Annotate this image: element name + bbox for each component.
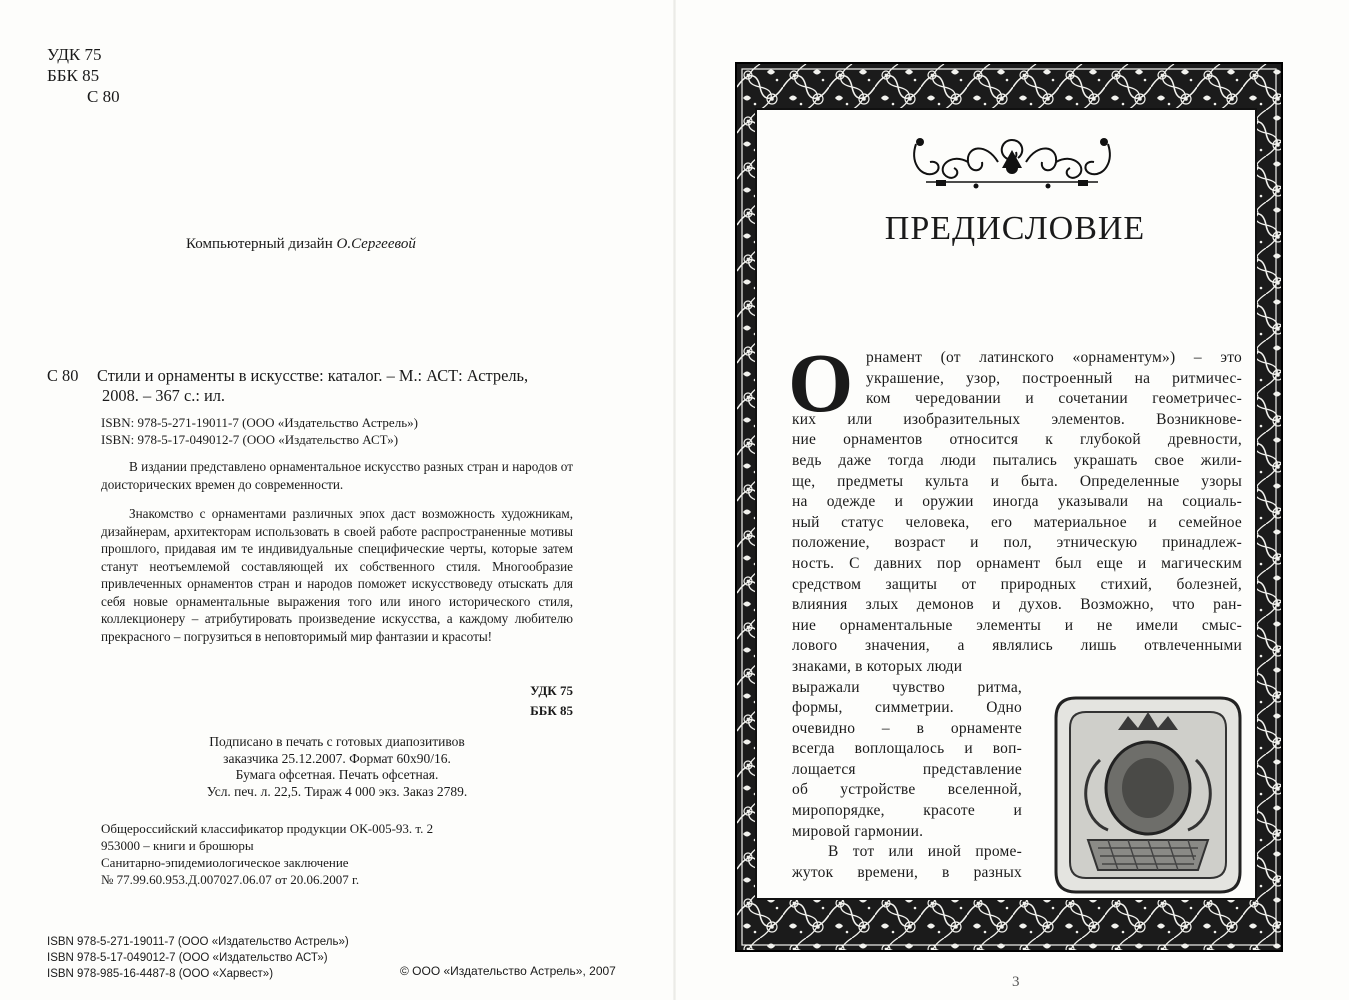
imprint-line: Усл. печ. л. 22,5. Тираж 4 000 экз. Заказ 2789. <box>206 783 468 799</box>
preface-line: всегда воплощалось и воп- <box>792 740 1022 758</box>
imprint-block <box>101 734 573 800</box>
classifier-block <box>101 820 433 888</box>
author-mark: С 80 <box>87 87 120 106</box>
preface-line: ких или изобразительных элементов. Возникнове- <box>792 410 1242 428</box>
udk-code: УДК 75 <box>47 45 102 64</box>
annotation-paragraph: В издании представлено орнаментальное искусство разных стран и народов от доисторических времен до современности. <box>101 459 573 492</box>
isbn-footer-line: ISBN 978-985-16-4487-8 (ООО «Харвест») <box>47 968 274 980</box>
udk-code-bottom: УДК 75 <box>530 683 573 698</box>
imprint-line: Подписано в печать с готовых диапозитивов <box>209 734 465 749</box>
preface-line: рнамент (от латинского «орнаментум») – это <box>866 349 1242 366</box>
classifier-line: № 77.99.60.953.Д.007027.06.07 от 20.06.2007 г. <box>101 872 360 887</box>
catalog-code: С 80 <box>47 366 79 385</box>
preface-line: миропорядке, красоте и <box>792 802 1022 820</box>
scroll-ornament-icon <box>906 132 1118 192</box>
preface-line: выражали чувство ритма, <box>792 678 1022 696</box>
preface-line: лового значения, а являлись лишь отвлеченными <box>792 637 1242 655</box>
catalog-entry <box>47 366 607 406</box>
isbn-footer-line: ISBN 978-5-271-19011-7 (ООО «Издательство Астрель») <box>47 936 349 948</box>
designer-name: О.Сергеевой <box>336 236 416 252</box>
designer-credit <box>186 236 416 253</box>
preface-line: об устройстве вселенной, <box>792 781 1022 799</box>
preface-line: ность. С давних пор орнамент был еще и магическим <box>792 554 1242 572</box>
cartouche-ornament-icon <box>1048 690 1248 900</box>
isbn-line: ISBN: 978-5-271-19011-7 (ООО «Издательство Астрель») <box>101 415 418 430</box>
annotation-paragraph: Знакомство с орнаментами различных эпох даст возможность художникам, дизайнерам, архитекторам использовать в своей работе распространенные мотивы прошлого, придавая им те индивидуальные специфические черты, которые затем станут неотъемлемой составляющей их собственного стиля. Многообразие привлеченных орнаментов стран и народов поможет искусствоведу отыскать для себя новые орнаментальные выражения того или иного исторического стиля, коллекционеру – атрибутировать произведение искусства, а каждому любителю прекрасного – погрузиться в неповторимый мир фантазии и красоты! <box>101 506 573 644</box>
annotation <box>101 458 573 645</box>
preface-title: ПРЕДИСЛОВИЕ <box>884 210 1146 247</box>
isbn-line: ISBN: 978-5-17-049012-7 (ООО «Издательство АСТ») <box>101 432 399 447</box>
preface-line: ние орнаментальные элементы и не имели смыс- <box>792 616 1242 634</box>
book-spine <box>673 0 676 1000</box>
isbn-footer-line: ISBN 978-5-17-049012-7 (ООО «Издательство АСТ») <box>47 952 328 964</box>
preface-line: мировой гармонии. <box>792 822 924 840</box>
imprint-line: заказчика 25.12.2007. Формат 60х90/16. <box>223 750 451 766</box>
designer-label: Компьютерный дизайн <box>186 236 333 252</box>
bbk-code-bottom: ББК 85 <box>530 703 573 718</box>
preface-line: положение, возраст и пол, этническую принадлеж- <box>792 534 1242 552</box>
isbn-footer <box>47 934 349 982</box>
preface-line: ще, предметы культа и быта. Определенные узоры <box>792 472 1242 490</box>
preface-line: ние орнаментов относится к глубокой древности, <box>792 431 1242 449</box>
classifier-line: Санитарно-эпидемиологическое заключение <box>101 855 349 870</box>
preface-line: очевидно – в орнаменте <box>792 719 1022 737</box>
udk-bottom-block <box>420 681 573 721</box>
preface-line: влияния злых демонов и духов. Возможно, что ран- <box>792 596 1242 614</box>
preface-line: В тот или иной проме- <box>828 843 1022 861</box>
preface-line: ный статус человека, его материальное и семейное <box>792 513 1242 531</box>
preface-line: жуток времени, в разных <box>792 863 1022 881</box>
catalog-title-line2: 2008. – 367 с.: ил. <box>102 386 226 405</box>
imprint-line: Бумага офсетная. Печать офсетная. <box>235 767 439 782</box>
classifier-line: Общероссийский классификатор продукции ОК-005-93. т. 2 <box>101 821 434 836</box>
preface-line: средством защиты от природных стихий, болезней, <box>792 575 1242 593</box>
preface-line: формы, симметрии. Одно <box>792 699 1022 717</box>
udk-top-block <box>47 44 120 107</box>
catalog-title-line1: Стили и орнаменты в искусстве: каталог. – М.: АСТ: Астрель, <box>97 366 529 385</box>
preface-line: ком чередовании и сочетании геометричес- <box>866 390 1242 408</box>
preface-line: ведь даже тогда люди пытались украшать свое жили- <box>792 451 1242 469</box>
bbk-code: ББК 85 <box>47 66 100 85</box>
preface-line: лощается представление <box>792 760 1022 778</box>
preface-line: на одежде и оружии иногда указывали на социаль- <box>792 493 1242 511</box>
isbn-block <box>101 414 418 448</box>
dropcap-letter: О <box>788 337 854 430</box>
copyright: © ООО «Издательство Астрель», 2007 <box>400 964 616 978</box>
preface-line: знаками, в которых люди <box>792 657 963 675</box>
preface-line: украшение, узор, построенный на ритмичес- <box>866 369 1242 387</box>
classifier-line: 953000 – книги и брошюры <box>101 838 254 853</box>
page-number: 3 <box>1012 974 1020 990</box>
